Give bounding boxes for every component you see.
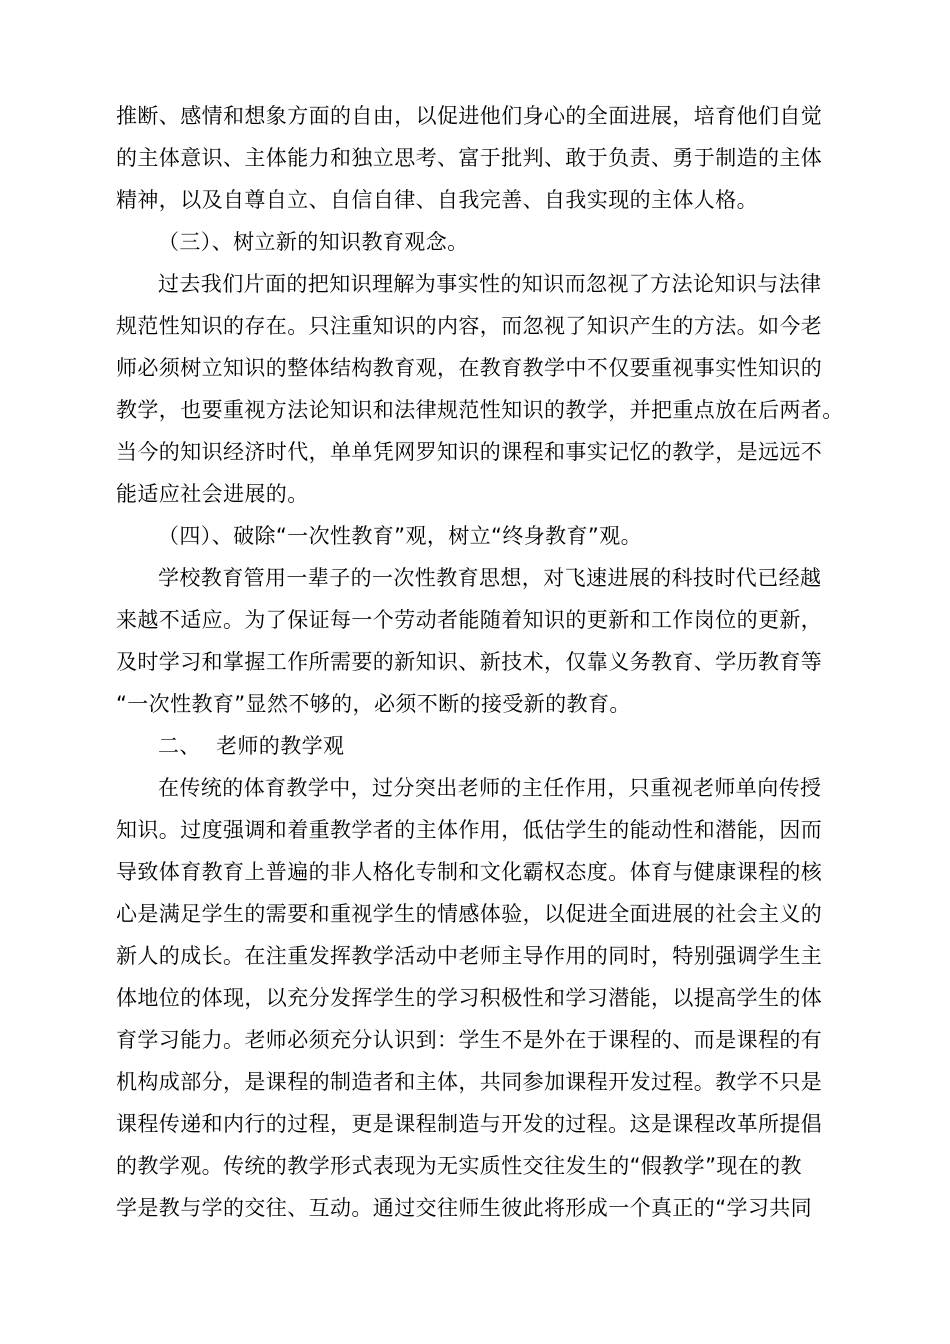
section-title: 老师的教学观: [216, 734, 345, 758]
paragraph-line: 新人的成长。在注重发挥教学活动中老师主导作用的同时，特别强调学生主: [116, 944, 823, 968]
paragraph-line: 能适应社会进展的。: [116, 482, 309, 506]
paragraph-line: 体地位的体现，以充分发挥学生的学习积极性和学习潜能，以提高学生的体: [116, 986, 823, 1010]
paragraph-line: 来越不适应。为了保证每一个劳动者能随着知识的更新和工作岗位的更新，: [116, 608, 823, 632]
paragraph-line: 及时学习和掌握工作所需要的新知识、新技术，仅靠义务教育、学历教育等: [116, 650, 823, 674]
paragraph-line: 精神，以及自尊自立、自信自律、自我完善、自我实现的主体人格。: [116, 188, 758, 212]
paragraph-line: 知识。过度强调和着重教学者的主体作用，低估学生的能动性和潜能，因而: [116, 818, 823, 842]
paragraph-line: 的教学观。传统的教学形式表现为无实质性交往发生的“假教学”现在的教: [116, 1154, 802, 1178]
paragraph-line: 导致体育教育上普遍的非人格化专制和文化霸权态度。体育与健康课程的核: [116, 860, 823, 884]
paragraph-line: 当今的知识经济时代，单单凭网罗知识的课程和事实记忆的教学，是远远不: [116, 440, 823, 464]
section-heading: （四）、破除“一次性教育”观，树立“终身教育”观。: [158, 524, 643, 548]
paragraph-line: 育学习能力。老师必须充分认识到：学生不是外在于课程的、而是课程的有: [116, 1028, 823, 1052]
paragraph-line: 学是教与学的交往、互动。通过交往师生彼此将形成一个真正的“学习共同: [116, 1196, 813, 1220]
paragraph-line: “一次性教育”显然不够的，必须不断的接受新的教育。: [116, 692, 631, 716]
paragraph-line: 学校教育管用一辈子的一次性教育思想，对飞速进展的科技时代已经越: [158, 566, 822, 590]
section-heading: [158, 731, 344, 761]
paragraph-line: 规范性知识的存在。只注重知识的内容，而忽视了知识产生的方法。如今老: [116, 314, 823, 338]
paragraph-line: 推断、感情和想象方面的自由，以促进他们身心的全面进展，培育他们自觉: [116, 104, 823, 128]
section-number: 二、: [158, 734, 201, 758]
paragraph-line: 心是满足学生的需要和重视学生的情感体验，以促进全面进展的社会主义的: [116, 902, 823, 926]
paragraph-line: 师必须树立知识的整体结构教育观，在教育教学中不仅要重视事实性知识的: [116, 356, 823, 380]
section-heading: （三）、树立新的知识教育观念。: [158, 230, 469, 254]
paragraph-line: 过去我们片面的把知识理解为事实性的知识而忽视了方法论知识与法律: [158, 272, 822, 296]
paragraph-line: 教学，也要重视方法论知识和法律规范性知识的教学，并把重点放在后两者。: [116, 398, 844, 422]
paragraph-line: 在传统的体育教学中，过分突出老师的主任作用，只重视老师单向传授: [158, 776, 822, 800]
paragraph-line: 的主体意识、主体能力和独立思考、富于批判、敢于负责、勇于制造的主体: [116, 146, 823, 170]
paragraph-line: 机构成部分，是课程的制造者和主体，共同参加课程开发过程。教学不只是: [116, 1070, 823, 1094]
paragraph-line: 课程传递和内行的过程，更是课程制造与开发的过程。这是课程改革所提倡: [116, 1112, 823, 1136]
